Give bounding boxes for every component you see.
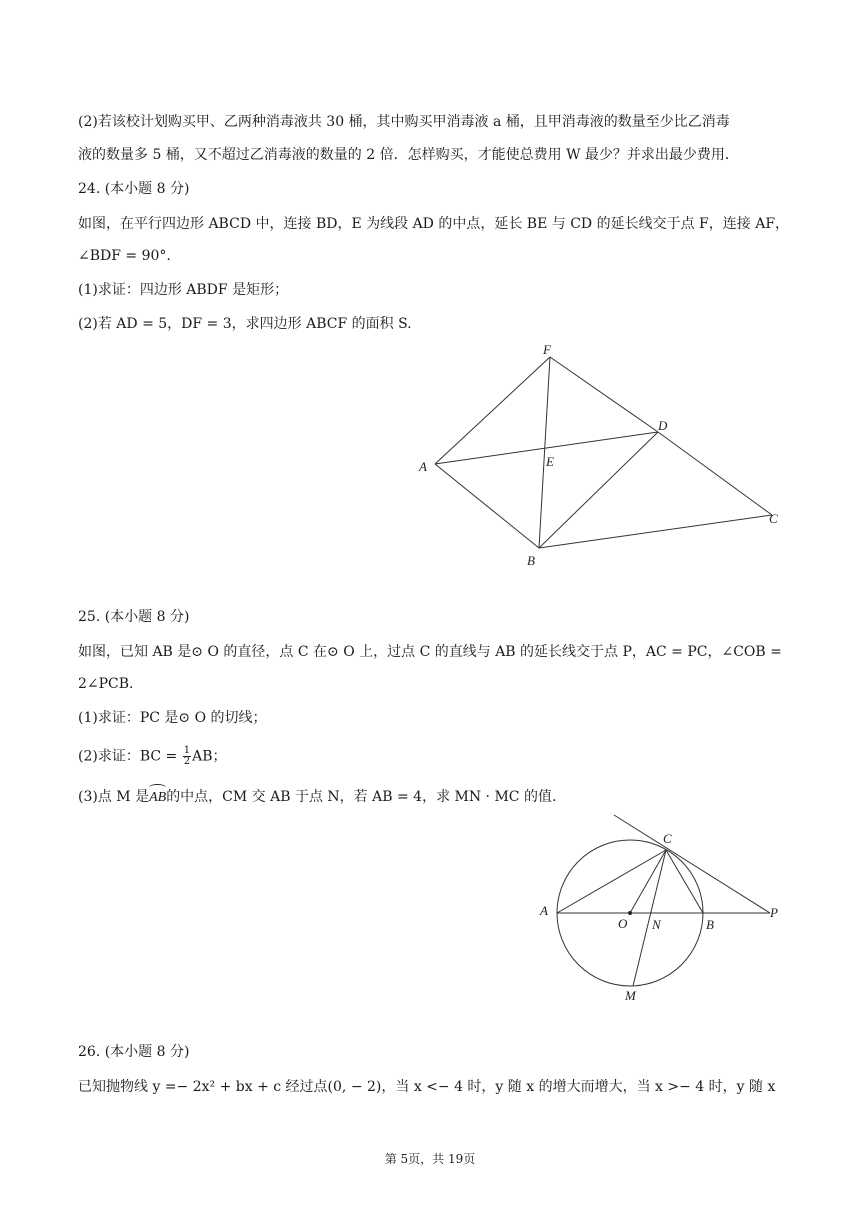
q24-part1: (1)求证：四边形 ABDF 是矩形； [78,282,289,298]
q24-stem-line1: 如图，在平行四边形 ABCD 中，连接 BD，E 为线段 AD 的中点，延长 BE 与 CD 的延长线交于点 F，连接 AF， [78,216,790,232]
frac-numerator: 1 [183,745,191,756]
seg-AB [435,464,539,548]
q25-part3-prefix: (3)点 M 是 [78,789,150,805]
q25-stem-line1: 如图，已知 AB 是⊙ O 的直径，点 C 在⊙ O 上，过点 C 的直线与 AB 的延长线交于点 P，AC = PC，∠COB = [78,644,782,660]
q25-part3-suffix: 的中点，CM 交 AB 于点 N，若 AB = 4，求 MN · MC 的值. [166,789,557,805]
point-O [628,911,632,915]
q24-figure [400,335,800,575]
seg-AF [435,357,550,464]
label-P: P [770,905,778,920]
tangent-line [614,815,770,913]
q25-part1: (1)求证：PC 是⊙ O 的切线； [78,710,267,726]
seg-OC [630,850,666,913]
page-footer: 第 5页，共 19页 [384,1152,476,1166]
label-F: F [543,342,551,357]
seg-AC [557,850,666,913]
label-O: O [618,916,628,931]
label-B: B [706,917,714,932]
seg-BD [539,432,658,548]
seg-DC [658,432,772,515]
label-M: M [625,988,636,1003]
q25-part2 [78,746,227,767]
label-E: E [546,454,554,469]
label-D: D [658,418,668,433]
q25-part3 [78,787,556,808]
seg-FD [550,357,658,432]
label-A: A [540,903,548,918]
q25-header: 25. (本小题 8 分) [78,609,190,625]
q26-header: 26. (本小题 8 分) [78,1044,190,1060]
q25-part2-suffix: AB； [192,748,227,765]
fraction-one-half [183,746,191,767]
label-N: N [652,917,661,932]
q23-part2-line1: (2)若该校计划购买甲、乙两种消毒液共 30 桶，其中购买甲消毒液 a 桶，且甲消毒液的数量至少比乙消毒 [78,114,730,130]
q25-part2-prefix: (2)求证：BC = [78,748,182,765]
label-A: A [419,459,427,474]
q24-stem-line2: ∠BDF = 90°. [78,248,171,264]
q23-part2-line2: 液的数量多 5 桶，又不超过乙消毒液的数量的 2 倍．怎样购买，才能使总费用 W 最少？并求出最少费用． [78,147,739,163]
label-B: B [527,553,535,568]
q24-part2: (2)若 AD = 5，DF = 3，求四边形 ABCF 的面积 S. [78,316,412,332]
seg-BC [539,515,772,548]
label-C: C [663,831,672,846]
q25-figure [530,805,800,1010]
seg-BF [539,357,550,548]
q24-header: 24. (本小题 8 分) [78,181,190,197]
arc-AB: AB [149,788,166,808]
label-C: C [769,511,778,526]
frac-denominator: 2 [183,756,191,767]
q25-stem-line2: 2∠PCB. [78,676,134,692]
seg-CM [633,850,666,986]
q26-stem-line1: 已知抛物线 y =− 2x² + bx + c 经过点(0, − 2)，当 x <− 4 时，y 随 x 的增大而增大，当 x >− 4 时，y 随 x [78,1079,776,1095]
